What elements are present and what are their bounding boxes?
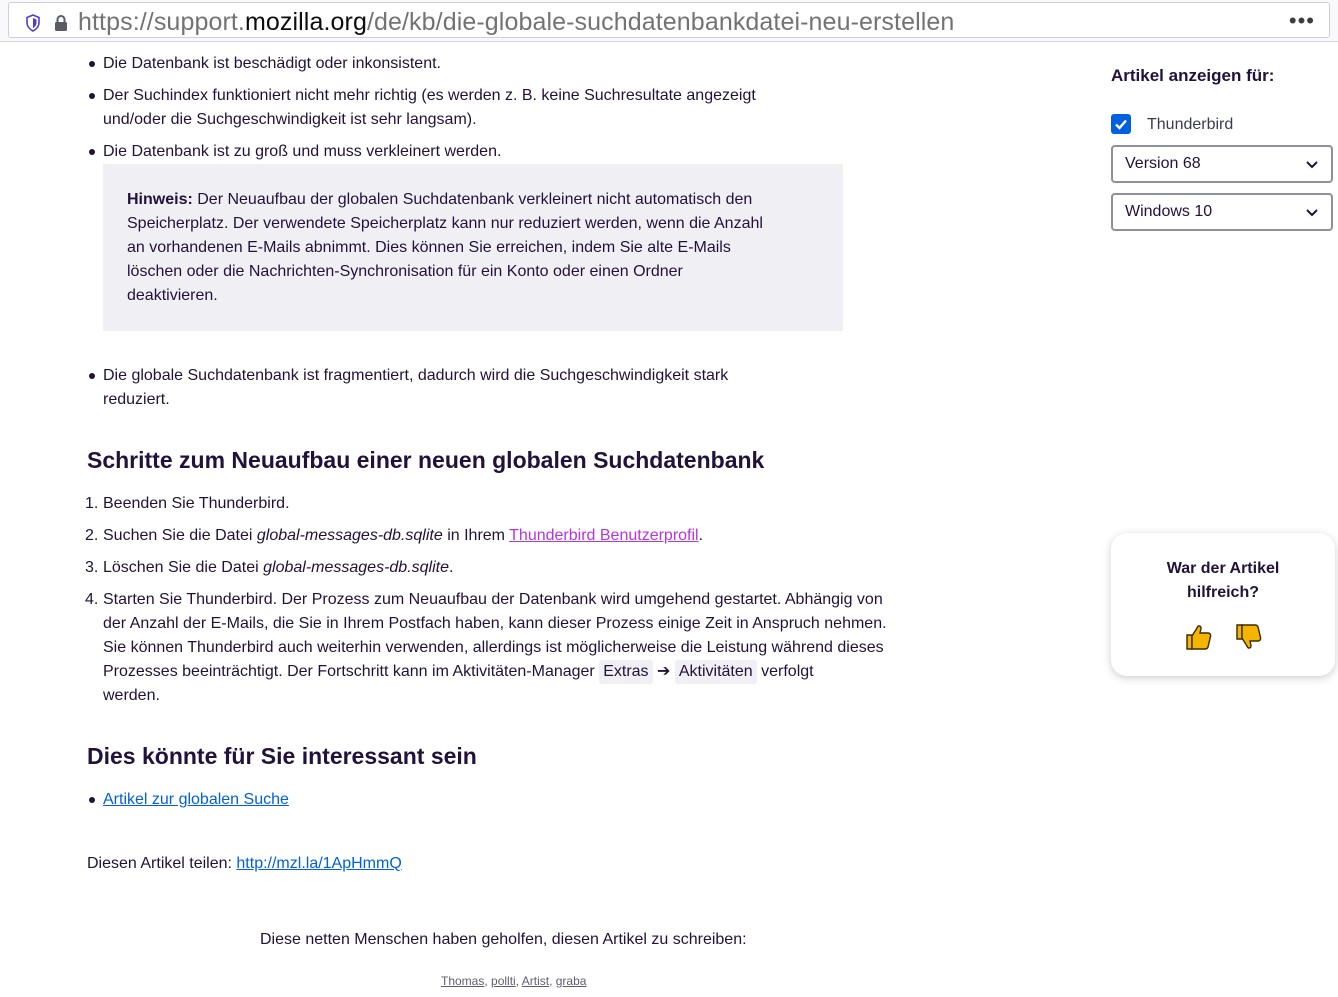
step-4-line: werden.	[103, 687, 160, 704]
list-bullet	[89, 93, 95, 99]
step-1: Beenden Sie Thunderbird.	[103, 495, 290, 512]
more-horizontal-icon[interactable]: •••	[1288, 8, 1315, 33]
chevron-down-icon	[1305, 208, 1319, 218]
url-text[interactable]: https://support.mozilla.org/de/kb/die-globale-suchdatenbankdatei-neu-erstellen	[78, 8, 955, 36]
list-item	[103, 788, 289, 812]
list-item-continuation: und/oder die Suchgeschwindigkeit ist sehr langsam).	[103, 111, 477, 128]
step-4-line: der Anzahl der E-Mails, die Sie in Ihrem Postfach haben, kann dieser Prozess einige Zeit in Anspruch nehmen.	[103, 615, 887, 632]
step-4-line: Prozesses beeinträchtigt. Der Fortschritt kann im Aktivitäten-Manager Extras ➔ Aktivitäten verfolgt	[103, 660, 814, 684]
product-checkbox[interactable]	[1111, 114, 1131, 134]
note-line: Speicherplatz. Der verwendete Speicherplatz kann nur reduziert werden, wenn die Anzahl	[127, 215, 763, 232]
menu-activities: Aktivitäten	[675, 660, 757, 684]
thumbs-down-icon[interactable]	[1233, 622, 1263, 652]
section-heading-related: Dies könnte für Sie interessant sein	[87, 743, 477, 769]
note-line: löschen oder die Nachrichten-Synchronisation für ein Konto oder einen Ordner	[127, 263, 683, 280]
menu-extras: Extras	[599, 660, 652, 684]
list-item-continuation: reduziert.	[103, 391, 170, 408]
list-bullet	[89, 797, 95, 803]
list-item: Der Suchindex funktioniert nicht mehr richtig (es werden z. B. keine Suchresultate angezeigt	[103, 87, 756, 104]
step-number: 1.	[85, 495, 99, 512]
list-bullet	[89, 373, 95, 379]
step-4-line: Sie können Thunderbird auch weiterhin verwenden, allerdings ist möglicherweise die Leistung während dieses	[103, 639, 884, 656]
chevron-down-icon	[1305, 160, 1319, 170]
step-number: 4.	[85, 591, 99, 608]
note-box	[103, 164, 843, 331]
thumbs-up-icon[interactable]	[1183, 622, 1213, 652]
os-select-value: Windows 10	[1125, 203, 1213, 220]
product-label: Thunderbird	[1147, 116, 1234, 133]
list-bullet	[89, 149, 95, 155]
contributor-link[interactable]: Artist	[521, 974, 550, 988]
related-article-link[interactable]: Artikel zur globalen Suche	[103, 791, 289, 808]
check-icon	[1111, 114, 1131, 134]
step-number: 2.	[85, 527, 99, 544]
helpful-widget	[1111, 533, 1335, 676]
share-label: Diesen Artikel teilen:	[87, 855, 237, 872]
filename: global-messages-db.sqlite	[256, 527, 443, 544]
url-bar[interactable]	[8, 2, 1330, 38]
version-select-value: Version 68	[1125, 155, 1201, 172]
contributors-label: Diese netten Menschen haben geholfen, diesen Artikel zu schreiben:	[260, 931, 747, 948]
section-heading-steps: Schritte zum Neuaufbau einer neuen globalen Suchdatenbank	[87, 447, 765, 473]
note-line: Hinweis: Der Neuaufbau der globalen Suchdatenbank verkleinert nicht automatisch den	[127, 191, 753, 208]
lock-icon[interactable]	[54, 14, 68, 32]
step-4-line: Starten Sie Thunderbird. Der Prozess zum Neuaufbau der Datenbank wird umgehend gestartet. Abhängig von	[103, 591, 883, 608]
list-item: Die Datenbank ist beschädigt oder inkonsistent.	[103, 55, 441, 72]
list-bullet	[89, 61, 95, 67]
filename: global-messages-db.sqlite	[263, 559, 449, 576]
step-number: 3.	[85, 559, 99, 576]
contributors-list: Thomas, pollti, Artist, graba	[441, 974, 587, 988]
contributor-link[interactable]: Thomas	[441, 974, 485, 988]
list-item: Die Datenbank ist zu groß und muss verkleinert werden.	[103, 143, 502, 160]
os-select[interactable]	[1111, 193, 1333, 231]
version-select[interactable]	[1111, 145, 1333, 183]
step-3: Löschen Sie die Datei global-messages-db.sqlite.	[103, 559, 454, 576]
browser-toolbar	[0, 0, 1338, 42]
note-line: an vorhandenen E-Mails abnimmt. Dies können Sie erreichen, indem Sie alte E-Mails	[127, 239, 731, 256]
step-2: Suchen Sie die Datei global-messages-db.sqlite in Ihrem Thunderbird Benutzerprofil.	[103, 527, 704, 544]
tracking-protection-shield-icon[interactable]	[25, 14, 41, 32]
share-row	[87, 852, 402, 876]
contributor-link[interactable]: graba	[555, 974, 587, 988]
page-content	[0, 42, 1338, 997]
note-line: deaktivieren.	[127, 287, 218, 304]
share-link[interactable]: http://mzl.la/1ApHmmQ	[236, 855, 402, 872]
contributor-link[interactable]: pollti	[491, 974, 516, 988]
helpful-question: War der Artikel hilfreich?	[1166, 560, 1280, 601]
arrow-icon: ➔	[657, 663, 671, 680]
note-label: Hinweis:	[127, 191, 193, 208]
sidebar-title: Artikel anzeigen für:	[1111, 66, 1275, 85]
profile-link[interactable]: Thunderbird Benutzerprofil	[509, 527, 699, 544]
list-item: Die globale Suchdatenbank ist fragmentiert, dadurch wird die Suchgeschwindigkeit stark	[103, 367, 729, 384]
